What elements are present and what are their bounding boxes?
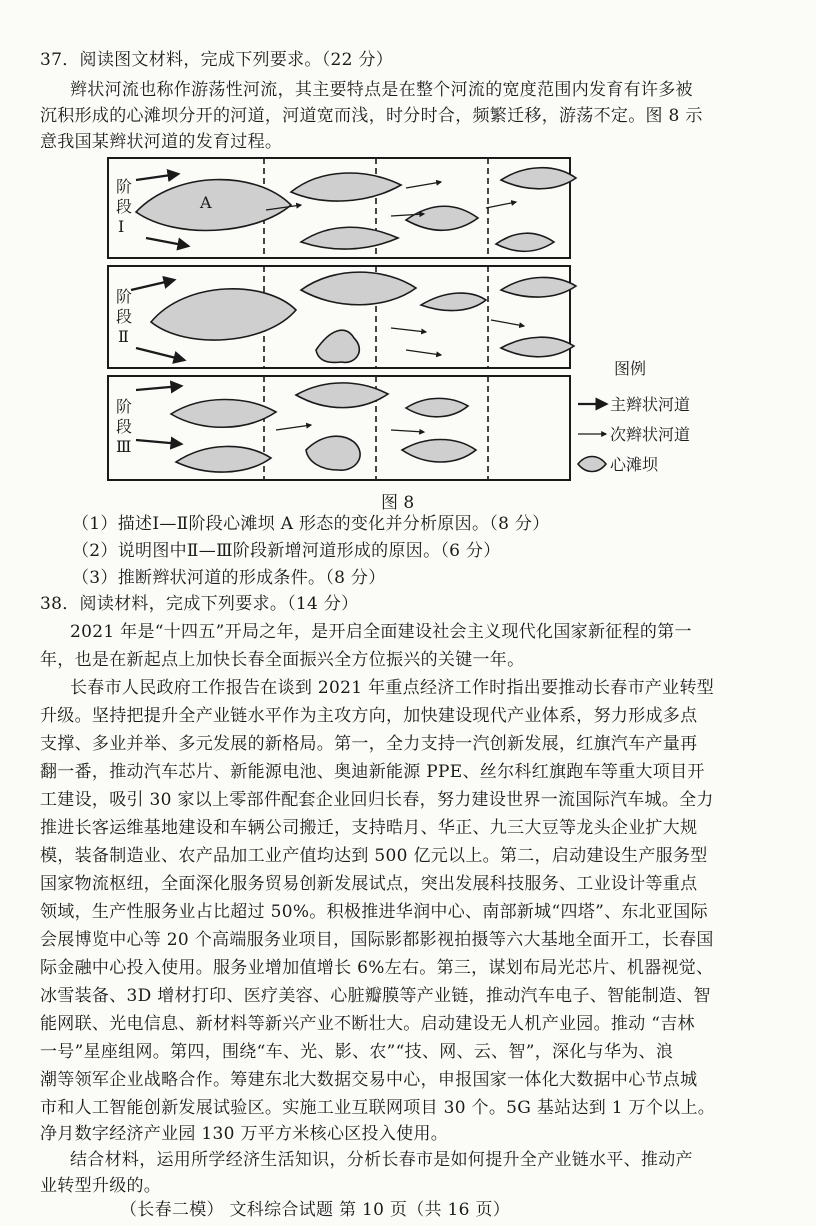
q38-line-3: 长春市人民政府工作报告在谈到 2021 年重点经济工作时指出要推动长春市产业转型 — [70, 678, 715, 698]
q38-prompt-line-2: 业转型升级的。 — [40, 1176, 162, 1196]
bar-a — [136, 180, 291, 231]
figure-caption: 图 8 — [381, 493, 415, 513]
legend-bar-icon — [578, 457, 606, 472]
figure-8-braided-river — [106, 150, 706, 485]
svg-text:段: 段 — [116, 197, 133, 216]
svg-text:Ⅲ: Ⅲ — [116, 437, 132, 456]
q37-intro-line-3: 意我国某辫状河道的发育过程。 — [40, 132, 283, 152]
q38-line-16: 一号”星座组网。第四，围绕“车、光、影、农”“技、网、云、智”，深化与华为、浪 — [40, 1042, 674, 1062]
q37-question-1: （1）描述Ⅰ—Ⅱ阶段心滩坝 A 形态的变化并分析原因。（8 分） — [72, 514, 550, 534]
q38-line-15: 能网联、光电信息、新材料等新兴产业不断壮大。启动建设无人机产业园。推动 “吉林 — [40, 1014, 695, 1034]
q38-line-1: 2021 年是“十四五”开局之年，是开启全面建设社会主义现代化国家新征程的第一 — [70, 622, 692, 642]
q38-prompt-line-1: 结合材料，运用所学经济生活知识，分析长春市是如何提升全产业链水平、推动产 — [70, 1150, 693, 1170]
q38-line-17: 潮等领军企业战略合作。筹建东北大数据交易中心，申报国家一体化大数据中心节点城 — [40, 1070, 698, 1090]
bar-a-label: A — [200, 193, 212, 212]
legend-bar-label: 心滩坝 — [610, 455, 659, 474]
legend-main-label: 主辫状河道 — [610, 395, 691, 414]
q38-line-5: 支撑、多业并举、多元发展的新格局。第一，全力支持一汽创新发展，红旗汽车产量再 — [40, 734, 698, 754]
q38-line-9: 模，装备制造业、农产品加工业产值均达到 500 亿元以上。第二，启动建设生产服务型 — [40, 846, 708, 866]
q38-line-12: 会展博览中心等 20 个高端服务业项目，国际影都影视拍摄等六大基地全面开工，长春国 — [40, 930, 714, 950]
page-footer: （长春二模） 文科综合试题 第 10 页（共 16 页） — [120, 1200, 511, 1220]
q38-line-19: 净月数字经济产业园 130 万平方米核心区投入使用。 — [40, 1124, 449, 1144]
q38-line-8: 推进长客运维基地建设和车辆公司搬迁，支持晧月、华正、九三大豆等龙头企业扩大规 — [40, 818, 698, 838]
legend-title: 图例 — [614, 359, 647, 378]
braided-river-diagram — [106, 150, 706, 485]
legend-sub-label: 次辫状河道 — [610, 425, 691, 444]
q37-intro-line-2: 沉积形成的心滩坝分开的河道，河道宽而浅，时分时合，频繁迁移，游荡不定。图 8 示 — [40, 106, 703, 126]
q38-line-11: 领域，生产性服务业占比超过 50%。积极推进华润中心、南部新城“四塔”、东北亚国际 — [40, 902, 708, 922]
stage-3-panel — [108, 376, 570, 480]
stage-3-label-top: 阶 — [116, 397, 133, 416]
legend — [578, 359, 690, 474]
q37-question-3: （3）推断辫状河道的形成条件。（8 分） — [72, 568, 386, 588]
q37-intro-line-1: 辫状河流也称作游荡性河流，其主要特点是在整个河流的宽度范围内发育有许多被 — [70, 80, 693, 100]
stage-2-panel — [108, 266, 576, 368]
q38-line-6: 翻一番，推动汽车芯片、新能源电池、奥迪新能源 PPE、丝尔科红旗跑车等重大项目开 — [40, 762, 705, 782]
stage-1-panel — [108, 158, 576, 258]
q38-line-10: 国家物流枢纽，全面深化服务贸易创新发展试点，突出发展科技服务、工业设计等重点 — [40, 874, 698, 894]
stage-2-label-top: 阶 — [116, 287, 133, 306]
q38-line-7: 工建设，吸引 30 家以上零部件配套企业回归长春，努力建设世界一流国际汽车城。全力 — [40, 790, 714, 810]
svg-text:Ⅰ: Ⅰ — [118, 217, 125, 236]
svg-text:Ⅱ: Ⅱ — [118, 327, 129, 346]
q38-line-18: 市和人工智能创新发展试验区。实施工业互联网项目 30 个。5G 基站达到 1 万个以上。 — [40, 1098, 716, 1118]
stage-1-label-top: 阶 — [116, 177, 133, 196]
q38-line-13: 际金融中心投入使用。服务业增加值增长 6%左右。第三，谋划布局光芯片、机器视觉、 — [40, 958, 714, 978]
q37-question-2: （2）说明图中Ⅱ—Ⅲ阶段新增河道形成的原因。（6 分） — [72, 541, 501, 561]
q38-line-2: 年，也是在新起点上加快长春全面振兴全方位振兴的关键一年。 — [40, 650, 525, 670]
q37-header: 37．阅读图文材料，完成下列要求。（22 分） — [40, 50, 394, 70]
q38-line-4: 升级。坚持把提升全产业链水平作为主攻方向，加快建设现代产业体系，努力形成多点 — [40, 706, 698, 726]
svg-text:段: 段 — [116, 417, 133, 436]
q38-header: 38．阅读材料，完成下列要求。（14 分） — [40, 594, 359, 614]
svg-text:段: 段 — [116, 307, 133, 326]
q38-line-14: 冰雪装备、3D 增材打印、医疗美容、心脏瓣膜等产业链，推动汽车电子、智能制造、智 — [40, 986, 711, 1006]
